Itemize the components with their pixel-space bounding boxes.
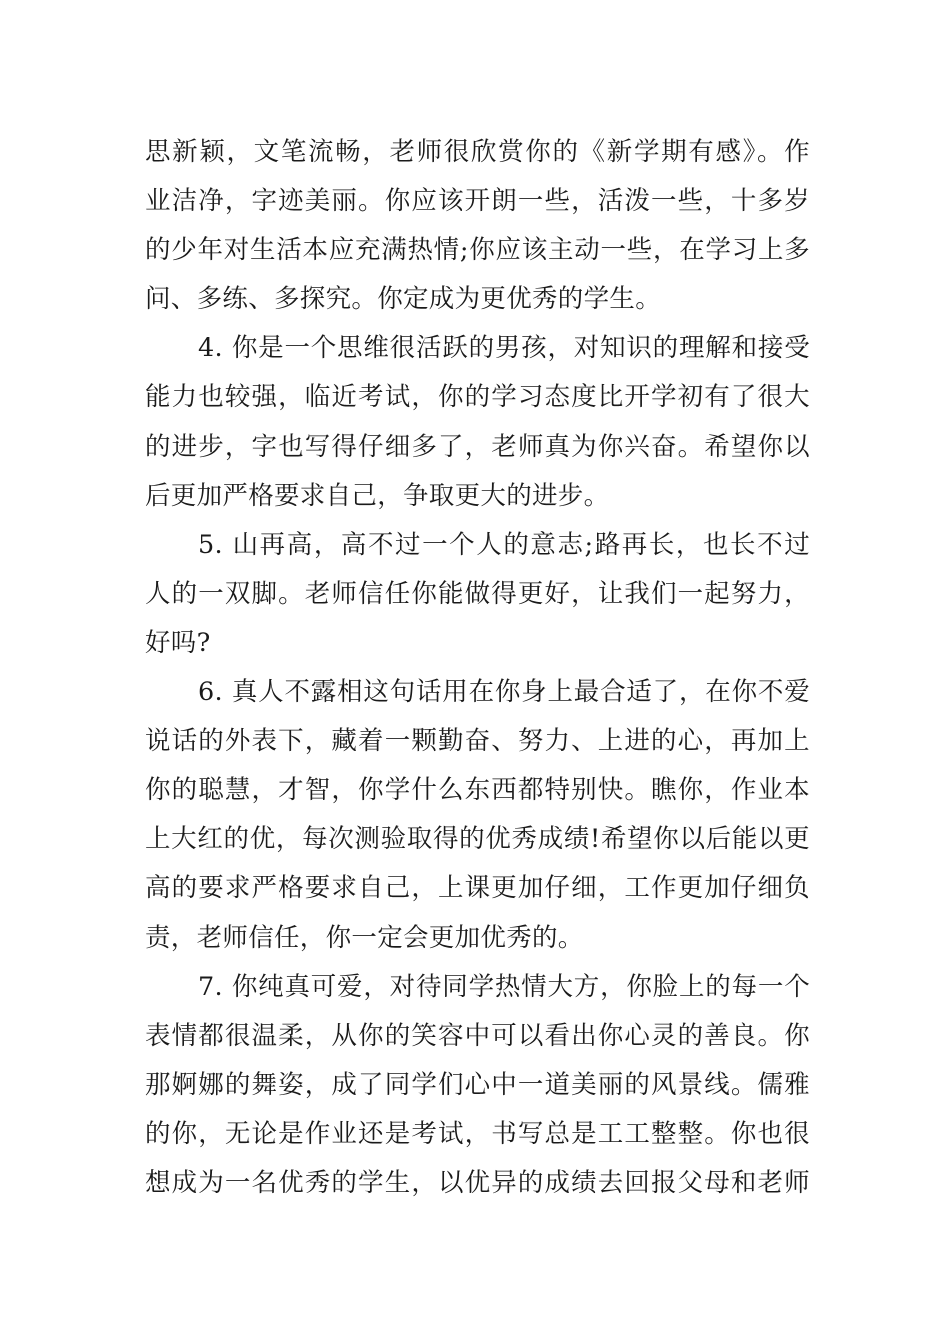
text-line: 好吗? (145, 627, 211, 658)
document-body (145, 128, 810, 1208)
paragraph-item-7 (145, 963, 810, 1208)
text-line: 后更加严格要求自己，争取更大的进步。 (145, 480, 610, 511)
text-line: 责，老师信任，你一定会更加优秀的。 (145, 922, 584, 953)
text-line: 的少年对生活本应充满热情;你应该主动一些，在学习上多 (145, 235, 810, 266)
text-line: 能力也较强，临近考试，你的学习态度比开学初有了很大 (145, 382, 810, 413)
text-line: 6. 真人不露相这句话用在你身上最合适了，在你不爱 (198, 677, 810, 708)
paragraph-continuation (145, 128, 810, 324)
text-line: 想成为一名优秀的学生，以优异的成绩去回报父母和老师 (145, 1167, 810, 1198)
text-line: 的进步，字也写得仔细多了，老师真为你兴奋。希望你以 (145, 431, 810, 462)
text-line: 思新颖，文笔流畅，老师很欣赏你的《新学期有感》。作 (145, 137, 810, 167)
text-line: 人的一双脚。老师信任你能做得更好，让我们一起努力， (145, 578, 810, 609)
text-line: 表情都很温柔，从你的笑容中可以看出你心灵的善良。你 (145, 1020, 810, 1051)
text-line: 你的聪慧，才智，你学什么东西都特别快。瞧你，作业本 (145, 775, 810, 806)
text-line: 那婀娜的舞姿，成了同学们心中一道美丽的风景线。儒雅 (145, 1069, 810, 1100)
text-line: 的你，无论是作业还是考试，书写总是工工整整。你也很 (145, 1118, 810, 1149)
text-line: 4. 你是一个思维很活跃的男孩，对知识的理解和接受 (198, 333, 810, 364)
paragraph-item-4 (145, 324, 810, 520)
text-line: 上大红的优，每次测验取得的优秀成绩!希望你以后能以更 (145, 824, 810, 855)
text-line: 高的要求严格要求自己，上课更加仔细，工作更加仔细负 (145, 873, 810, 904)
paragraph-item-5 (145, 521, 810, 668)
paragraph-item-6 (145, 668, 810, 963)
text-line: 业洁净，字迹美丽。你应该开朗一些，活泼一些，十多岁 (145, 186, 810, 217)
text-line: 7. 你纯真可爱，对待同学热情大方，你脸上的每一个 (198, 971, 810, 1002)
text-line: 问、多练、多探究。你定成为更优秀的学生。 (145, 284, 662, 315)
text-line: 说话的外表下，藏着一颗勤奋、努力、上进的心，再加上 (145, 726, 810, 757)
text-line: 5. 山再高，高不过一个人的意志;路再长，也长不过 (198, 529, 810, 560)
